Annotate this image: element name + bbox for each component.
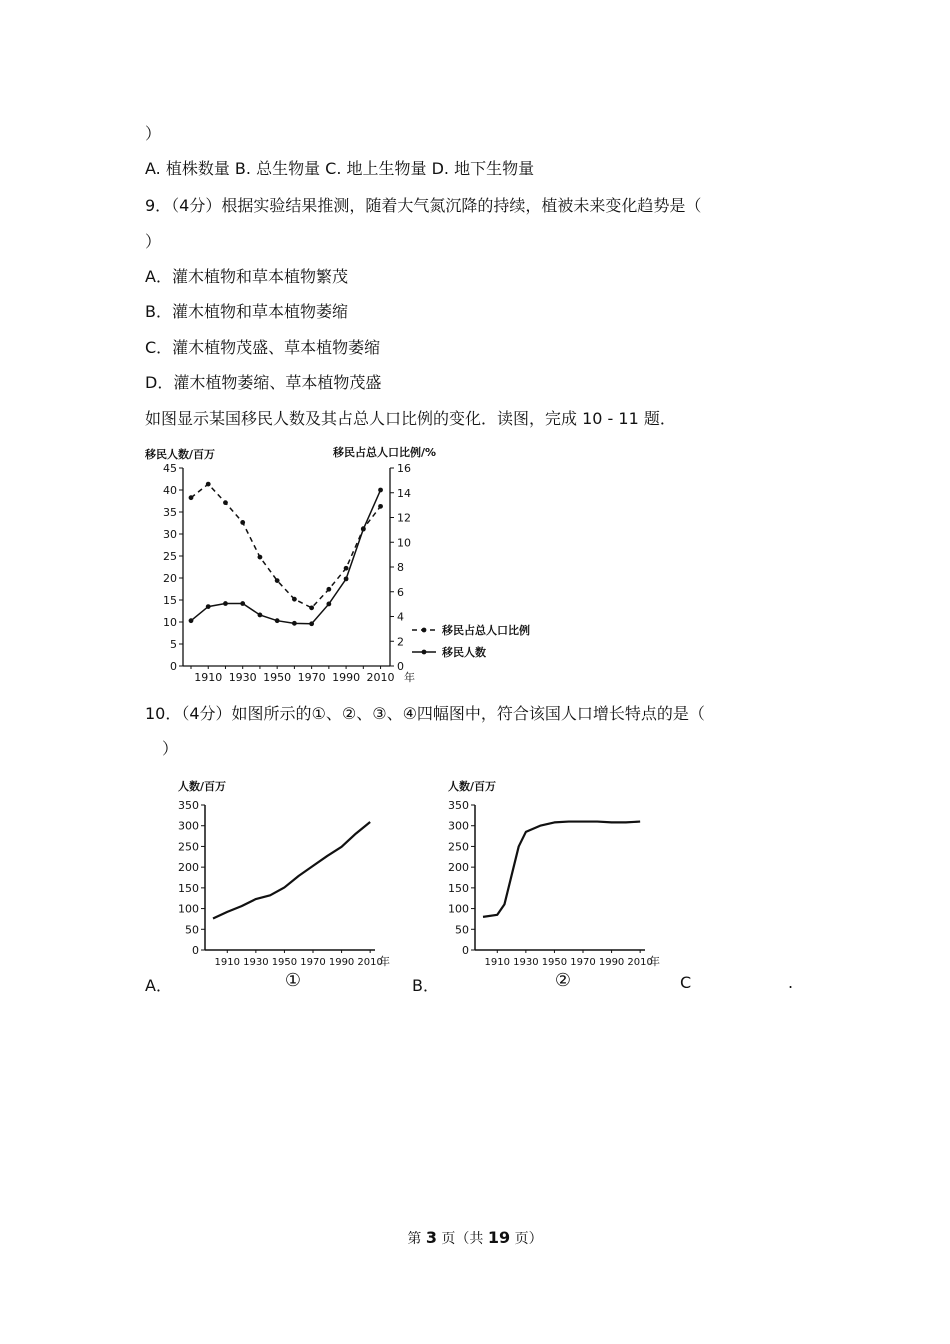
q10-tail: ） (162, 739, 179, 758)
left-tick-label: 20 (163, 572, 177, 585)
data-point (326, 602, 331, 607)
y-tick-label: 150 (448, 881, 469, 895)
left-tick-label: 15 (163, 594, 177, 607)
x-tick-label: 2010 (627, 957, 653, 968)
data-point (309, 621, 314, 626)
left-tick-label: 0 (170, 660, 177, 673)
right-tick-label: 8 (397, 561, 404, 574)
axis-title: 人数/百万 (448, 780, 497, 793)
x-tick-label: 1950 (541, 957, 568, 968)
x-tick-label: 1990 (598, 957, 625, 968)
x-axis-unit: 年 (404, 671, 415, 684)
x-tick-label: 1990 (332, 671, 361, 684)
data-point (258, 555, 263, 560)
chart-label: ② (554, 970, 572, 991)
data-point (240, 601, 245, 606)
legend-marker (422, 650, 427, 655)
q10-option-end: . (788, 973, 794, 992)
page-footer (0, 1228, 950, 1248)
data-point (309, 605, 314, 610)
y-tick-label: 100 (448, 902, 469, 916)
x-tick-label: 1930 (243, 957, 269, 968)
y-tick-label: 350 (178, 799, 199, 812)
q10-stem: 10．（4分）如图所示的①、②、③、④四幅图中，符合该国人口增长特点的是（ (145, 704, 705, 723)
q9-stem: 9．（4分）根据实验结果推测，随着大气氮沉降的持续，植被未来变化趋势是（ (145, 196, 702, 215)
footer-post: 页） (510, 1231, 543, 1247)
data-point (206, 482, 211, 487)
x-tick-label: 1990 (328, 957, 355, 968)
data-point (189, 495, 194, 500)
population-line (213, 822, 370, 919)
x-tick-label: 1930 (513, 957, 539, 968)
q9-option-a: A．灌木植物和草本植物繁茂 (145, 267, 348, 286)
left-axis-title: 移民人数/百万 (145, 448, 216, 461)
data-point (326, 587, 331, 592)
footer-page: 3 (425, 1228, 437, 1247)
right-tick-label: 12 (397, 511, 411, 525)
x-tick-label: 1930 (228, 671, 257, 684)
data-point (344, 576, 349, 581)
x-tick-label: 1970 (297, 671, 326, 684)
q10-option-c: C (680, 973, 692, 992)
migrant-chart (140, 438, 560, 690)
intro-text: 如图显示某国移民人数及其占总人口比例的变化．读图，完成 10 - 11 题． (145, 409, 676, 428)
right-tick-label: 4 (397, 610, 404, 624)
data-point (361, 527, 366, 532)
footer-mid: 页（共 (436, 1231, 488, 1247)
data-point (206, 604, 211, 609)
data-point (344, 566, 349, 571)
y-tick-label: 300 (178, 819, 199, 833)
left-tick-label: 5 (170, 638, 177, 651)
x-axis-unit: 年 (379, 955, 390, 968)
data-point (292, 597, 297, 602)
axis-title: 人数/百万 (178, 780, 227, 793)
y-tick-label: 0 (462, 944, 469, 957)
chart-label: ① (284, 970, 302, 991)
data-point (258, 613, 263, 618)
legend-label: 移民人数 (442, 646, 486, 659)
left-tick-label: 40 (163, 484, 177, 497)
data-point (275, 578, 280, 583)
right-tick-label: 10 (397, 536, 411, 550)
series-line-1 (191, 484, 381, 608)
y-tick-label: 250 (448, 840, 469, 854)
population-chart-2 (440, 770, 685, 992)
x-axis-unit: 年 (649, 955, 660, 968)
y-tick-label: 250 (178, 840, 199, 854)
footer-total: 19 (487, 1228, 511, 1247)
data-point (275, 618, 280, 623)
right-tick-label: 6 (397, 585, 404, 599)
q9-tail: ） (145, 232, 162, 251)
y-tick-label: 200 (448, 861, 469, 875)
y-tick-label: 150 (178, 881, 199, 895)
legend-label: 移民占总人口比例 (442, 624, 530, 637)
data-point (189, 618, 194, 623)
data-point (378, 504, 383, 509)
population-line (483, 822, 640, 917)
series-line-2 (191, 490, 381, 624)
right-tick-label: 2 (397, 635, 404, 649)
y-tick-label: 200 (178, 861, 199, 875)
q8-options: A. 植株数量 B. 总生物量 C. 地上生物量 D. 地下生物量 (145, 159, 535, 178)
y-tick-label: 300 (448, 819, 469, 833)
q9-option-c: C．灌木植物茂盛、草本植物萎缩 (145, 338, 381, 357)
q9-option-b: B．灌木植物和草本植物萎缩 (145, 302, 348, 321)
left-tick-label: 30 (163, 528, 177, 541)
data-point (292, 621, 297, 626)
q9-option-d: D．灌木植物萎缩、草本植物茂盛 (145, 373, 382, 392)
x-tick-label: 1970 (300, 957, 326, 968)
right-axis-title: 移民占总人口比例/% (333, 446, 437, 459)
population-chart-1 (170, 770, 415, 992)
left-tick-label: 45 (163, 462, 177, 475)
x-tick-label: 1910 (484, 957, 511, 968)
q8-tail: ） (145, 124, 162, 143)
x-tick-label: 2010 (357, 957, 383, 968)
x-tick-label: 1910 (214, 957, 241, 968)
left-tick-label: 25 (163, 550, 177, 563)
x-tick-label: 1950 (263, 671, 292, 684)
y-tick-label: 0 (192, 944, 199, 957)
y-tick-label: 50 (455, 923, 469, 937)
legend-marker (422, 628, 427, 633)
y-tick-label: 350 (448, 799, 469, 812)
q10-option-a: A． (145, 976, 172, 995)
left-tick-label: 35 (163, 506, 177, 519)
y-tick-label: 100 (178, 902, 199, 916)
q10-option-b: B． (412, 976, 439, 995)
x-tick-label: 2010 (366, 671, 395, 684)
right-tick-label: 0 (397, 660, 404, 673)
data-point (223, 500, 228, 505)
data-point (378, 488, 383, 493)
right-tick-label: 14 (397, 486, 411, 500)
data-point (240, 520, 245, 525)
y-tick-label: 50 (185, 923, 199, 937)
left-tick-label: 10 (163, 616, 177, 629)
right-tick-label: 16 (397, 462, 411, 475)
x-tick-label: 1910 (194, 671, 223, 684)
footer-pre: 第 (407, 1231, 426, 1247)
x-tick-label: 1970 (570, 957, 596, 968)
x-tick-label: 1950 (271, 957, 298, 968)
data-point (223, 601, 228, 606)
